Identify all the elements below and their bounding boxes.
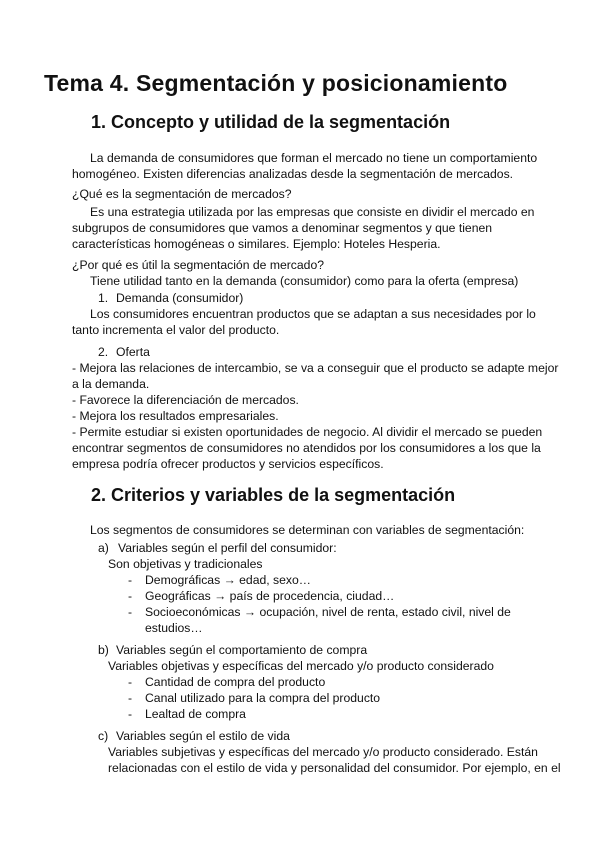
list-item-label: Oferta — [116, 345, 150, 359]
paragraph-line: Son objetivas y tradicionales — [108, 557, 263, 571]
question-what: ¿Qué es la segmentación de mercados? — [72, 187, 292, 201]
bullet-dash: - — [128, 589, 133, 603]
paragraph-line: relacionadas con el estilo de vida y personalidad del consumidor. Por ejemplo, en el — [108, 761, 561, 775]
list-item-label: Variables según el estilo de vida — [116, 729, 290, 743]
list-item: Demográficas → edad, sexo… — [145, 573, 311, 587]
paragraph-line: Es una estrategia utilizada por las empresas que consiste en dividir el mercado en — [90, 205, 535, 219]
list-marker: a) — [98, 541, 109, 555]
paragraph-line: Los consumidores encuentran productos que se adaptan a sus necesidades por lo — [90, 307, 536, 321]
list-item: estudios… — [145, 621, 203, 635]
bullet-dash: - — [128, 573, 133, 587]
paragraph-line: a la demanda. — [72, 377, 150, 391]
section-2-heading: 2. Criterios y variables de la segmentación — [91, 485, 456, 505]
paragraph-line: encontrar segmentos de consumidores no atendidos por los consumidores a los que la — [72, 441, 541, 455]
list-item-label: Variables según el perfil del consumidor: — [118, 541, 337, 555]
paragraph-line: - Mejora las relaciones de intercambio, se va a conseguir que el producto se adapte mejor — [72, 361, 559, 375]
paragraph-line: - Mejora los resultados empresariales. — [72, 409, 279, 423]
list-number: 2. — [98, 345, 109, 359]
list-item: Lealtad de compra — [145, 707, 246, 721]
list-item: Canal utilizado para la compra del producto — [145, 691, 381, 705]
list-item-label: Variables según el comportamiento de compra — [116, 643, 368, 657]
document-title: Tema 4. Segmentación y posicionamiento — [44, 70, 508, 96]
bullet-dash: - — [128, 605, 133, 619]
paragraph-line: subgrupos de consumidores que vamos a denominar segmentos y que tienen — [72, 221, 493, 235]
bullet-dash: - — [128, 707, 133, 721]
paragraph-line: Variables objetivas y específicas del mercado y/o producto considerado — [108, 659, 494, 673]
paragraph-line: homogéneo. Existen diferencias analizadas desde la segmentación de mercados. — [72, 167, 514, 181]
paragraph-line: Variables subjetivas y específicas del mercado y/o producto considerado. Están — [108, 745, 538, 759]
question-why: ¿Por qué es útil la segmentación de mercado? — [72, 258, 325, 272]
paragraph-line: - Favorece la diferenciación de mercados. — [72, 393, 299, 407]
list-number: 1. — [98, 291, 109, 305]
paragraph-line: Los segmentos de consumidores se determinan con variables de segmentación: — [90, 523, 525, 537]
paragraph-line: - Permite estudiar si existen oportunidades de negocio. Al dividir el mercado se pueden — [72, 425, 543, 439]
paragraph-line: características homogéneas o similares. Ejemplo: Hoteles Hesperia. — [72, 237, 441, 251]
list-item: Cantidad de compra del producto — [145, 675, 326, 689]
list-item: Geográficas → país de procedencia, ciudad… — [145, 589, 395, 603]
bullet-dash: - — [128, 675, 133, 689]
list-marker: b) — [98, 643, 109, 657]
paragraph-line: La demanda de consumidores que forman el mercado no tiene un comportamiento — [90, 151, 538, 165]
paragraph-line: tanto incrementa el valor del producto. — [72, 323, 280, 337]
list-marker: c) — [98, 729, 109, 743]
list-item-label: Demanda (consumidor) — [116, 291, 244, 305]
bullet-dash: - — [128, 691, 133, 705]
list-item: Socioeconómicas → ocupación, nivel de renta, estado civil, nivel de — [145, 605, 511, 619]
section-1-heading: 1. Concepto y utilidad de la segmentación — [91, 112, 451, 132]
paragraph-line: empresa podría ofrecer productos y servicios específicos. — [72, 457, 384, 471]
paragraph-line: Tiene utilidad tanto en la demanda (consumidor) como para la oferta (empresa) — [90, 274, 519, 288]
